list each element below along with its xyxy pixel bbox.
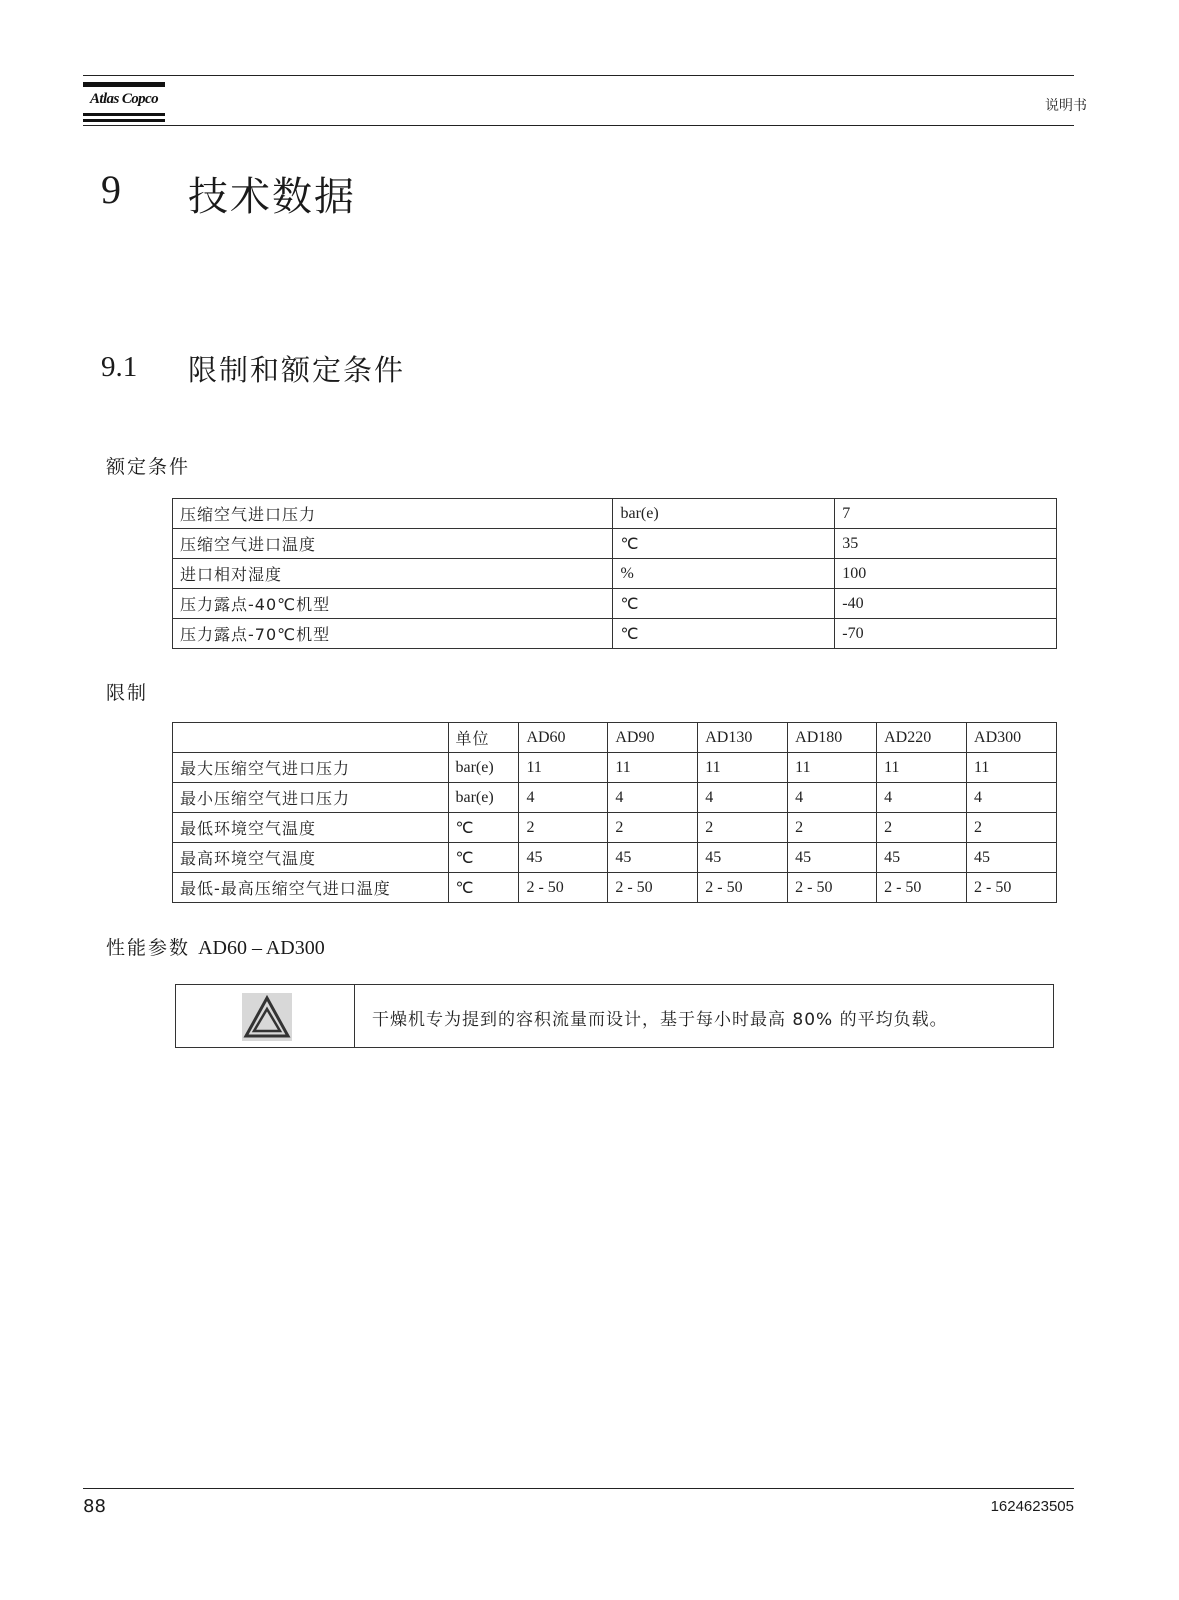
table-cell: 2 <box>967 813 1057 843</box>
table-row <box>173 753 1057 783</box>
table-row <box>173 589 1057 619</box>
table-cell: 45 <box>788 843 877 873</box>
table-cell: 压缩空气进口温度 <box>173 529 613 559</box>
table-cell: 压力露点-40℃机型 <box>173 589 613 619</box>
limits-heading: 限制 <box>106 682 149 704</box>
table-cell: 45 <box>608 843 698 873</box>
table-row <box>173 529 1057 559</box>
table-cell: 2 <box>608 813 698 843</box>
table-cell: -70 <box>835 619 1057 649</box>
column-header: AD90 <box>608 723 698 753</box>
section-title: 限制和额定条件 <box>188 353 406 387</box>
table-cell: ℃ <box>448 873 519 903</box>
footer-rule <box>83 1488 1074 1489</box>
table-row <box>173 783 1057 813</box>
table-cell: 4 <box>608 783 698 813</box>
performance-heading: 性能参数 AD60 – AD300 <box>106 937 325 959</box>
table-cell: 压力露点-70℃机型 <box>173 619 613 649</box>
table-cell: 4 <box>788 783 877 813</box>
column-header: AD60 <box>519 723 608 753</box>
table-cell: 35 <box>835 529 1057 559</box>
column-header: AD300 <box>967 723 1057 753</box>
column-header <box>173 723 449 753</box>
table-cell: 2 <box>877 813 967 843</box>
table-cell: 4 <box>967 783 1057 813</box>
table-row <box>173 619 1057 649</box>
column-header: AD220 <box>877 723 967 753</box>
table-cell: 11 <box>967 753 1057 783</box>
table-cell: ℃ <box>448 843 519 873</box>
table-row <box>173 843 1057 873</box>
table-cell: 2 <box>698 813 788 843</box>
table-cell: 11 <box>877 753 967 783</box>
limits-table <box>172 722 1057 903</box>
table-cell: ℃ <box>613 529 835 559</box>
table-cell: 2 - 50 <box>788 873 877 903</box>
table-cell: 11 <box>608 753 698 783</box>
table-cell: 2 - 50 <box>519 873 608 903</box>
header-bottom-rule <box>83 125 1074 126</box>
table-cell: 压缩空气进口压力 <box>173 499 613 529</box>
table-cell: ℃ <box>448 813 519 843</box>
table-row <box>173 813 1057 843</box>
note-text: 干燥机专为提到的容积流量而设计，基于每小时最高 80% 的平均负载。 <box>372 1010 948 1030</box>
table-cell: bar(e) <box>448 753 519 783</box>
table-cell: 最大压缩空气进口压力 <box>173 753 449 783</box>
table-cell: 最高环境空气温度 <box>173 843 449 873</box>
rated-conditions-table <box>172 498 1057 649</box>
table-row <box>173 499 1057 529</box>
table-cell: bar(e) <box>448 783 519 813</box>
chapter-number: 9 <box>101 167 121 212</box>
table-cell: 4 <box>698 783 788 813</box>
table-cell: 最低环境空气温度 <box>173 813 449 843</box>
table-cell: 2 - 50 <box>877 873 967 903</box>
section-number: 9.1 <box>101 351 138 383</box>
table-cell: 100 <box>835 559 1057 589</box>
table-row <box>173 873 1057 903</box>
table-cell: 2 - 50 <box>967 873 1057 903</box>
table-cell: 7 <box>835 499 1057 529</box>
page-number: 88 <box>83 1496 106 1517</box>
column-header: AD130 <box>698 723 788 753</box>
table-cell: bar(e) <box>613 499 835 529</box>
table-cell: 45 <box>877 843 967 873</box>
table-cell: ℃ <box>613 589 835 619</box>
table-cell: % <box>613 559 835 589</box>
column-header: 单位 <box>448 723 519 753</box>
header-top-rule <box>83 75 1074 76</box>
rated-conditions-heading: 额定条件 <box>106 456 191 478</box>
table-cell: -40 <box>835 589 1057 619</box>
note-box <box>175 984 1054 1048</box>
table-cell: ℃ <box>613 619 835 649</box>
table-cell: 11 <box>788 753 877 783</box>
warning-triangle-icon <box>242 993 292 1041</box>
chapter-title: 技术数据 <box>188 174 356 220</box>
table-cell: 2 <box>519 813 608 843</box>
note-icon-cell <box>176 985 355 1047</box>
table-cell: 4 <box>519 783 608 813</box>
column-header: AD180 <box>788 723 877 753</box>
table-cell: 11 <box>698 753 788 783</box>
table-cell: 4 <box>877 783 967 813</box>
table-row <box>173 559 1057 589</box>
table-cell: 45 <box>967 843 1057 873</box>
table-cell: 2 <box>788 813 877 843</box>
table-cell: 45 <box>698 843 788 873</box>
table-cell: 2 - 50 <box>698 873 788 903</box>
table-cell: 进口相对湿度 <box>173 559 613 589</box>
table-cell: 11 <box>519 753 608 783</box>
document-number: 1624623505 <box>990 1498 1074 1515</box>
atlas-copco-logo: Atlas Copco <box>83 82 165 124</box>
table-cell: 45 <box>519 843 608 873</box>
table-cell: 2 - 50 <box>608 873 698 903</box>
document-type-label: 说明书 <box>1045 98 1087 114</box>
table-cell: 最小压缩空气进口压力 <box>173 783 449 813</box>
table-cell: 最低-最高压缩空气进口温度 <box>173 873 449 903</box>
table-header-row <box>173 723 1057 753</box>
